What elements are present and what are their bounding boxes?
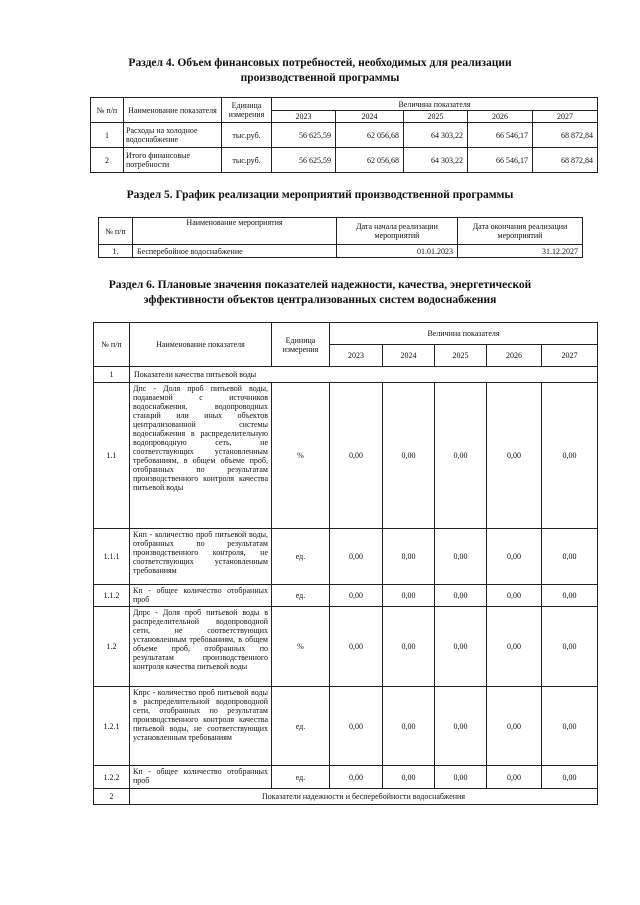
row-value: 0,00 bbox=[330, 607, 383, 687]
row-value: 66 546,17 bbox=[468, 123, 533, 148]
col-name-header: Наименование мероприятия bbox=[133, 218, 337, 245]
row-value: 0,00 bbox=[383, 585, 435, 607]
row-value: 0,00 bbox=[383, 529, 435, 585]
col-name-header: Наименование показателя bbox=[124, 98, 222, 123]
row-name: Кп - общее количество отобранных проб bbox=[130, 766, 272, 789]
year-header: 2026 bbox=[468, 111, 533, 123]
row-value: 0,00 bbox=[487, 766, 542, 789]
row-value: 64 303,22 bbox=[404, 148, 468, 173]
row-unit: ед. bbox=[272, 766, 330, 789]
table-row bbox=[99, 245, 583, 258]
row-value: 0,00 bbox=[542, 585, 598, 607]
row-value: 0,00 bbox=[487, 585, 542, 607]
group-no: 1 bbox=[94, 367, 130, 383]
group-name: Показатели надежности и бесперебойности водоснабжения bbox=[130, 789, 598, 805]
col-value-header: Величина показателя bbox=[272, 98, 598, 111]
row-unit: тыс.руб. bbox=[222, 148, 272, 173]
section4-title-line2: производственной программы bbox=[240, 72, 400, 84]
col-name-header: Наименование показателя bbox=[130, 323, 272, 367]
year-header: 2026 bbox=[487, 345, 542, 367]
row-unit: % bbox=[272, 383, 330, 529]
row-value: 0,00 bbox=[435, 766, 487, 789]
row-value: 0,00 bbox=[542, 607, 598, 687]
row-value: 62 056,68 bbox=[336, 148, 404, 173]
col-start-header: Дата начала реализации мероприятий bbox=[337, 218, 458, 245]
year-header: 2024 bbox=[383, 345, 435, 367]
row-value: 0,00 bbox=[330, 383, 383, 529]
row-name: Дпрс - Доля проб питьевой воды в распределительной водопроводной сети, не соответствующих установленным требованиям, в общем объеме проб, отобранных по результатам производственного контроля качества питьевой воды bbox=[130, 607, 272, 687]
row-value: 66 546,17 bbox=[468, 148, 533, 173]
row-value: 0,00 bbox=[383, 766, 435, 789]
row-value: 0,00 bbox=[435, 585, 487, 607]
row-no: 1. bbox=[99, 245, 133, 258]
row-value: 0,00 bbox=[383, 383, 435, 529]
year-header: 2023 bbox=[272, 111, 336, 123]
row-name: Кнп - количество проб питьевой воды, отобранных по результатам производственного контроля, не соответствующих установленным требованиям bbox=[130, 529, 272, 585]
row-no: 2 bbox=[91, 148, 124, 173]
row-unit: ед. bbox=[272, 585, 330, 607]
table-row bbox=[94, 529, 598, 585]
row-value: 0,00 bbox=[383, 687, 435, 766]
group-row bbox=[94, 367, 598, 383]
row-value: 68 872,84 bbox=[533, 123, 598, 148]
col-unit-header: Единица измерения bbox=[222, 98, 272, 123]
row-value: 0,00 bbox=[330, 585, 383, 607]
row-unit: % bbox=[272, 607, 330, 687]
row-value: 0,00 bbox=[435, 529, 487, 585]
year-header: 2027 bbox=[542, 345, 598, 367]
row-name: Расходы на холодное водоснабжение bbox=[124, 123, 222, 148]
row-name: Дпс - Доля проб питьевой воды, подаваемой с источников водоснабжения, водопроводных станций или иных объектов централизованной системы водоснабжения в распределительную водопроводную сеть, не соответствующих установленным требованиям, в общем объеме проб, отобранных по результатам производственного контроля качества питьевой воды bbox=[130, 383, 272, 529]
group-no: 2 bbox=[94, 789, 130, 805]
row-name: Кп - общее количество отобранных проб bbox=[130, 585, 272, 607]
financial-needs-table bbox=[90, 97, 598, 173]
group-name: Показатели качества питьевой воды bbox=[130, 367, 598, 383]
row-value: 0,00 bbox=[487, 383, 542, 529]
table-row bbox=[91, 148, 598, 173]
col-no-header: № п/п bbox=[94, 323, 130, 367]
row-name: Бесперебойное водоснабжение bbox=[133, 245, 337, 258]
row-value: 56 625,59 bbox=[272, 123, 336, 148]
year-header: 2025 bbox=[435, 345, 487, 367]
table-row bbox=[94, 383, 598, 529]
section6-title-line2: эффективности объектов централизованных систем водоснабжения bbox=[143, 294, 497, 306]
col-no-header: № п/п bbox=[91, 98, 124, 123]
row-no: 1.2.1 bbox=[94, 687, 130, 766]
row-value: 0,00 bbox=[330, 529, 383, 585]
section5-title: Раздел 5. График реализации мероприятий производственной программы bbox=[126, 189, 514, 201]
row-value: 62 056,68 bbox=[336, 123, 404, 148]
year-header: 2024 bbox=[336, 111, 404, 123]
row-value: 0,00 bbox=[542, 687, 598, 766]
section4-title-line1: Раздел 4. Объем финансовых потребностей, необходимых для реализации bbox=[128, 57, 512, 69]
schedule-table bbox=[98, 217, 583, 258]
row-value: 0,00 bbox=[542, 766, 598, 789]
year-header: 2023 bbox=[330, 345, 383, 367]
row-unit: тыс.руб. bbox=[222, 123, 272, 148]
row-value: 0,00 bbox=[542, 383, 598, 529]
row-value: 64 303,22 bbox=[404, 123, 468, 148]
row-value: 0,00 bbox=[487, 529, 542, 585]
year-header: 2027 bbox=[533, 111, 598, 123]
row-value: 0,00 bbox=[435, 383, 487, 529]
row-name: Итого финансовые потребности bbox=[124, 148, 222, 173]
row-no: 1.1 bbox=[94, 383, 130, 529]
col-unit-header: Единица измерения bbox=[272, 323, 330, 367]
row-value: 56 625,59 bbox=[272, 148, 336, 173]
row-no: 1.2.2 bbox=[94, 766, 130, 789]
col-end-header: Дата окончания реализации мероприятий bbox=[458, 218, 583, 245]
row-unit: ед. bbox=[272, 529, 330, 585]
row-value: 0,00 bbox=[487, 687, 542, 766]
section6-title-line1: Раздел 6. Плановые значения показателей надежности, качества, энергетической bbox=[108, 279, 532, 291]
row-value: 0,00 bbox=[487, 607, 542, 687]
table-row bbox=[94, 585, 598, 607]
row-value: 0,00 bbox=[435, 607, 487, 687]
col-no-header: № п/п bbox=[99, 218, 133, 245]
table-row bbox=[94, 687, 598, 766]
row-no: 1.2 bbox=[94, 607, 130, 687]
table-row bbox=[94, 607, 598, 687]
row-no: 1.1.2 bbox=[94, 585, 130, 607]
group-row bbox=[94, 789, 598, 805]
table-row bbox=[94, 766, 598, 789]
row-no: 1 bbox=[91, 123, 124, 148]
row-start: 01.01.2023 bbox=[337, 245, 458, 258]
year-header: 2025 bbox=[404, 111, 468, 123]
indicators-table bbox=[93, 322, 598, 805]
row-name: Кпрс - количество проб питьевой воды в распределительной водопроводной сети, отобранных по результатам производственного контроля качества питьевой воды, не соответствующих установленным требованиям bbox=[130, 687, 272, 766]
col-value-header: Величина показателя bbox=[330, 323, 598, 345]
row-value: 0,00 bbox=[383, 607, 435, 687]
row-value: 68 872,84 bbox=[533, 148, 598, 173]
table-row bbox=[91, 123, 598, 148]
row-value: 0,00 bbox=[330, 766, 383, 789]
row-value: 0,00 bbox=[435, 687, 487, 766]
row-value: 0,00 bbox=[542, 529, 598, 585]
row-no: 1.1.1 bbox=[94, 529, 130, 585]
row-value: 0,00 bbox=[330, 687, 383, 766]
row-end: 31.12.2027 bbox=[458, 245, 583, 258]
row-unit: ед. bbox=[272, 687, 330, 766]
